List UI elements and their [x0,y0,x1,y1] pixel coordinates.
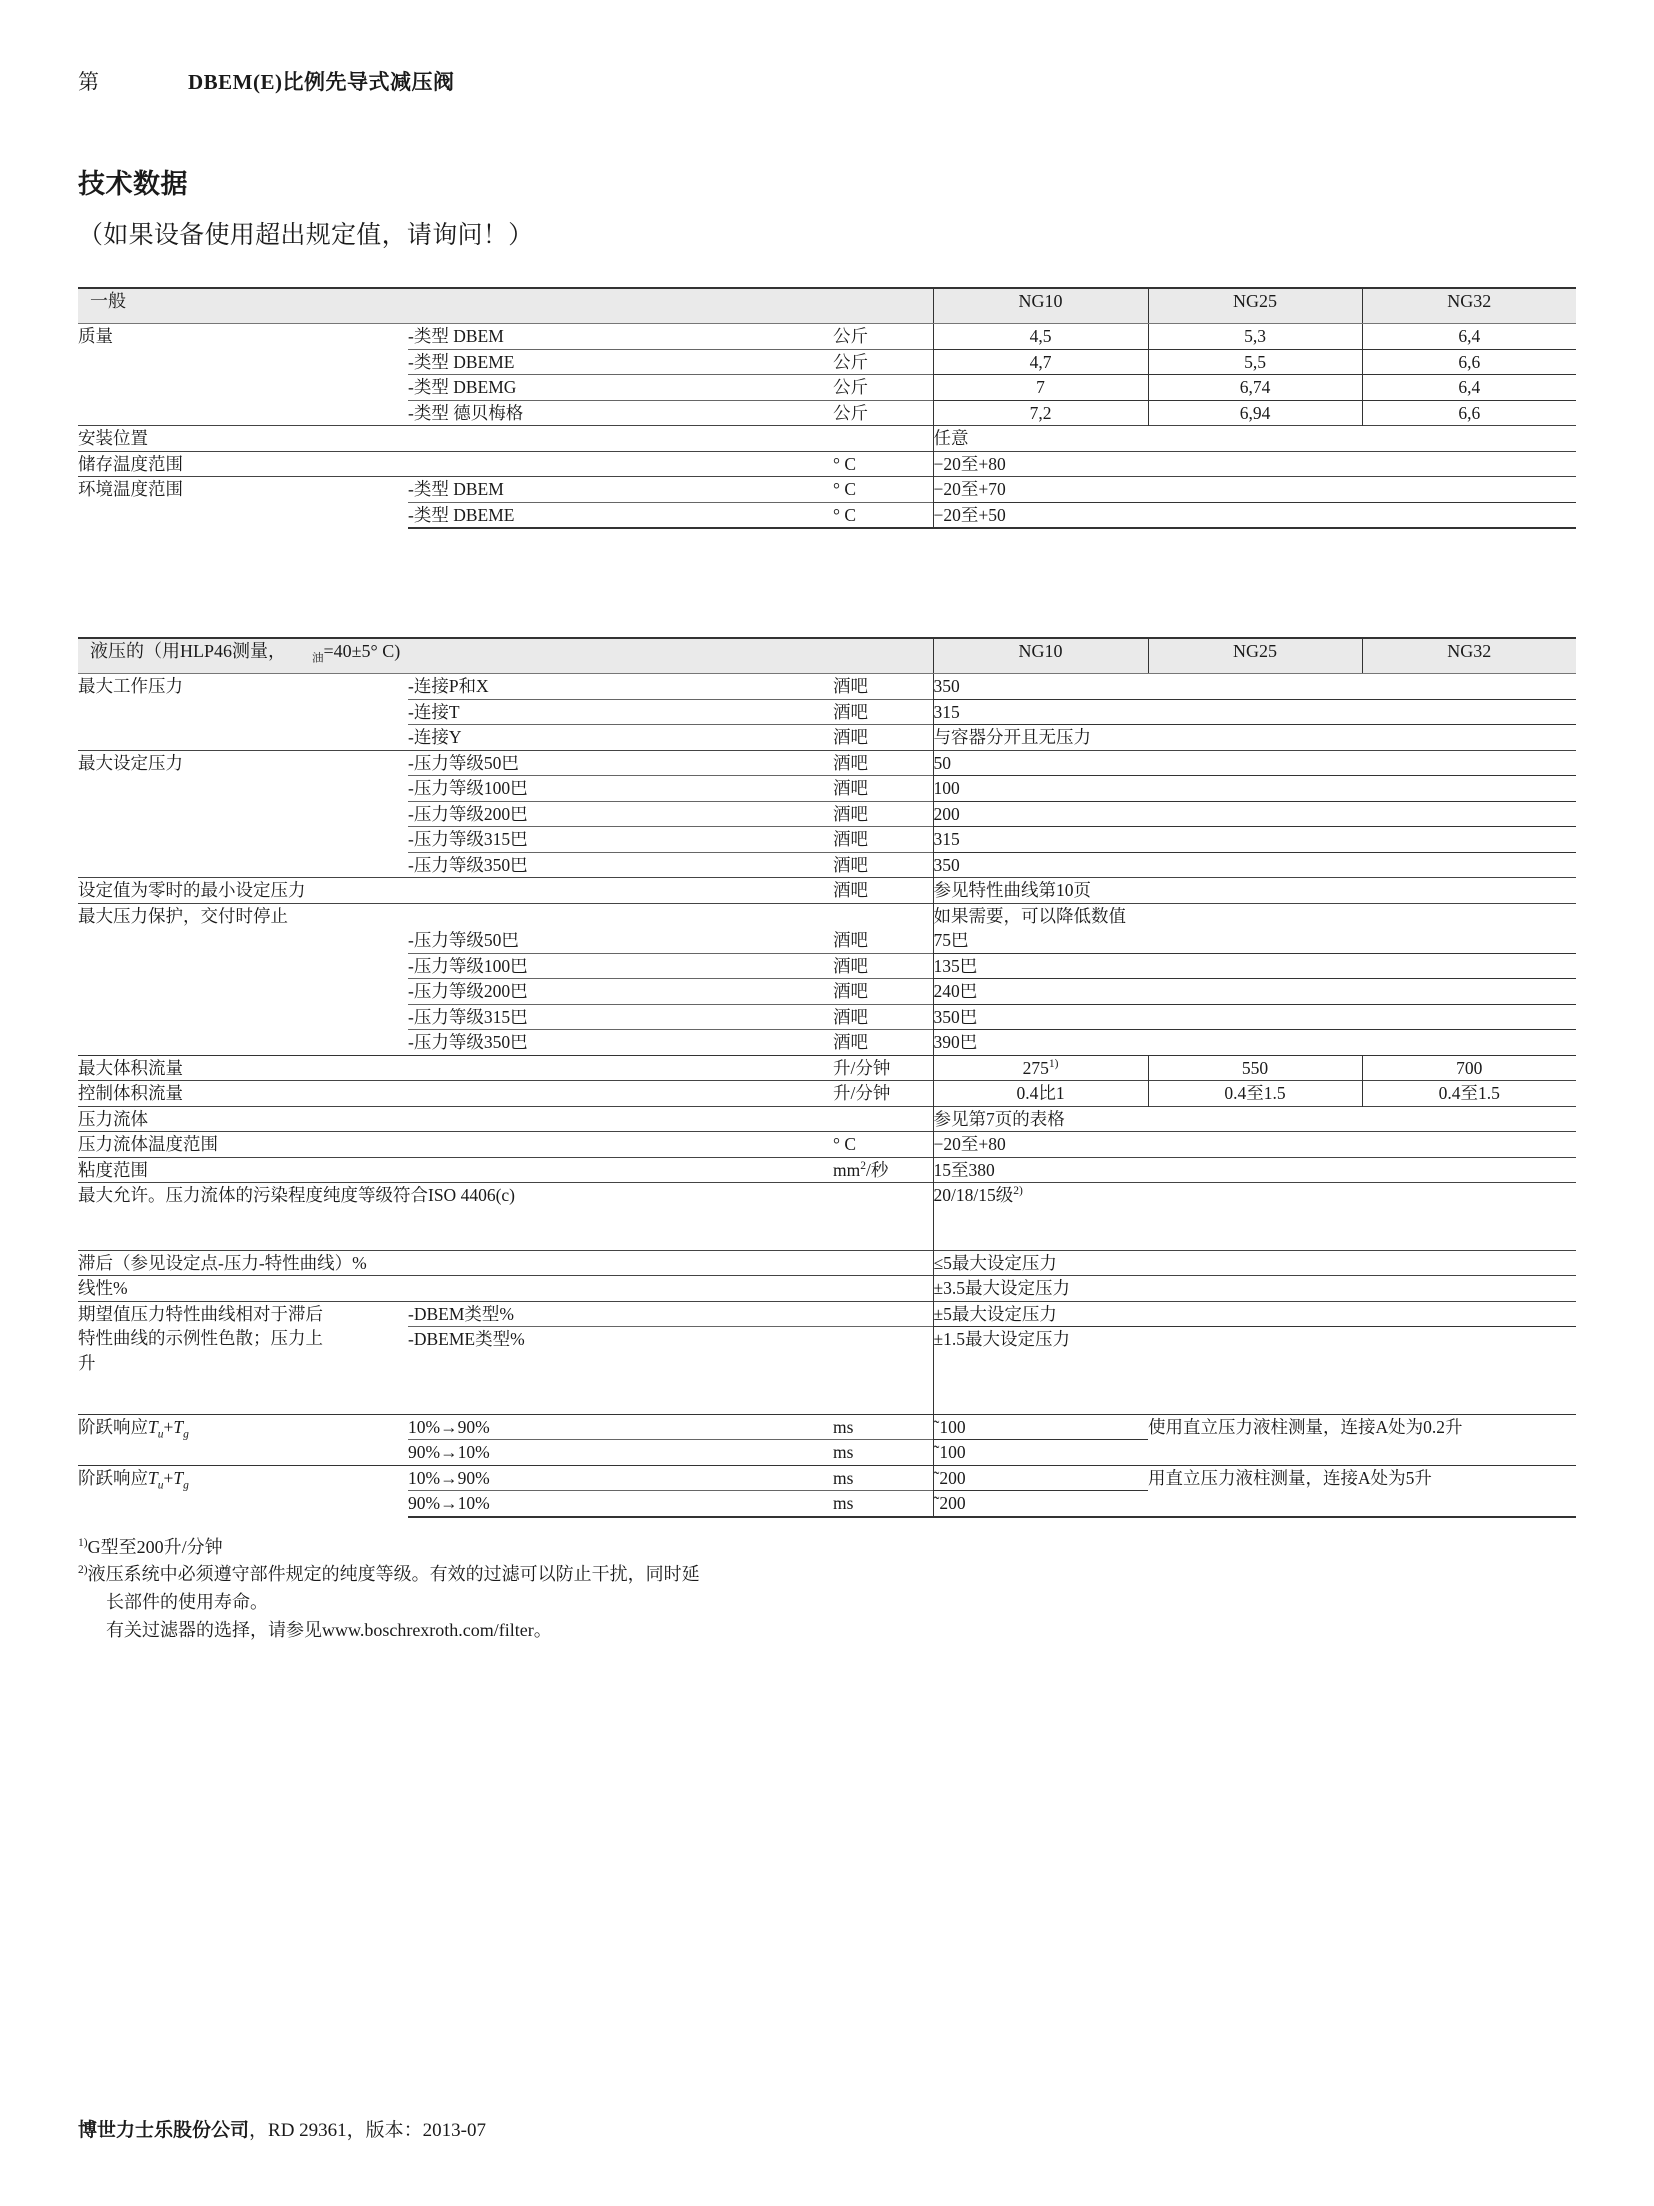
row-unit-sr2-down: ms [833,1491,933,1517]
cell-mass-dbem-ng32: 6,4 [1362,324,1576,350]
row-unit-mass-dbemeg: 公斤 [833,400,933,426]
cell-mass-dbemeg-ng32: 6,6 [1362,400,1576,426]
row-sub-prot-200: -压力等级200巴 [408,979,833,1005]
cell-prot-100-value: 135巴 [933,953,1576,979]
table-row [78,1157,1576,1183]
cell-mass-dbemg-ng10: 7 [933,375,1148,401]
step-response-1-tu-sub: u [157,1428,164,1440]
row-unit-conn-px: 酒吧 [833,676,868,696]
table-row [78,1081,1576,1107]
row-unit-viscosity-range [833,1157,933,1183]
row-sub-dispersion-dbem: -DBEM类型% [408,1301,833,1327]
row-unit-storage-temp: ° C [833,451,933,477]
row-unit-prot-315: 酒吧 [833,1004,933,1030]
cell-max-volume-flow-ng32: 700 [1362,1055,1576,1081]
cell-conn-y-value: 与容器分开且无压力 [933,725,1576,751]
cell-sr1-note: 使用直立压力液柱测量，连接A处为0.2升 [1148,1414,1576,1440]
cell-set-315-value: 315 [933,827,1576,853]
cell-mass-dbem-ng10: 4,5 [933,324,1148,350]
cell-viscosity-range-value: 15至380 [933,1157,1576,1183]
cell-set-200-value: 200 [933,801,1576,827]
viscosity-unit-exponent: 2 [860,1159,866,1172]
cell-mass-dbemeg-ng10: 7,2 [933,400,1148,426]
row-unit-mass-dbem: 公斤 [833,326,868,346]
step-response-1-plus: + [163,1416,174,1437]
cell-pressure-fluid-value: 参见第7页的表格 [933,1106,1576,1132]
row-unit-dispersion-dbem [833,1301,933,1327]
row-unit-control-volume-flow: 升/分钟 [833,1081,933,1107]
row-label-install-position: 安装位置 [78,426,408,452]
cell-mass-dbemg-ng25: 6,74 [1148,375,1362,401]
row-unit-linearity [833,1276,933,1302]
table-row [78,1250,1576,1276]
column-header-ng10: NG10 [933,288,1148,324]
cell-max-volume-flow-ng25: 550 [1148,1055,1362,1081]
row-unit-sr1-down: ms [833,1440,933,1466]
footnote-2-marker: 2) [78,1564,88,1577]
row-unit-ambient-dbem: ° C [833,477,933,503]
cell-storage-temp-value: −20至+80 [933,451,1576,477]
row-unit-sr1-up: ms [833,1414,933,1440]
hydraulic-table-wrapper [78,637,1576,1518]
footnote-2-line2: 长部件的使用寿命。 [106,1592,268,1613]
row-sub-storage-temp [408,451,833,477]
row-unit-set-100: 酒吧 [833,776,933,802]
row-label-fluid-temp-range: 压力流体温度范围 [78,1132,833,1158]
cell-dispersion-dbem-value: ±5最大设定压力 [933,1301,1576,1327]
row-unit-prot-350: 酒吧 [833,1030,933,1056]
contamination-value-text: 20/18/15级 [933,1185,1014,1205]
footnote-marker-1: 1) [1048,1057,1059,1070]
cell-ambient-dbeme-value: −20至+50 [933,502,1576,528]
row-sub-set-315: -压力等级315巴 [408,827,833,853]
cell-mass-dbem-ng25: 5,3 [1148,324,1362,350]
table-row [78,903,1576,928]
cell-hysteresis-value: ≤5最大设定压力 [933,1250,1576,1276]
cell-set-50-value: 50 [933,750,1576,776]
cell-prot-50-value: 75巴 [933,928,1576,953]
footnote-1-text: G型至200升/分钟 [87,1536,223,1557]
cell-fluid-temp-range-value: −20至+80 [933,1132,1576,1158]
row-sub-mass-dbem: -类型 DBEM [408,326,504,346]
footnotes-block [78,1534,1576,1646]
step-response-2-label: 阶跃响应 [78,1467,148,1488]
row-sub-set-350: -压力等级350巴 [408,852,833,878]
general-header-title: 一般 [78,288,933,324]
footer-rest: ，RD 29361，版本：2013-07 [249,2120,486,2141]
row-sub-sr2-up: 10%→90% [408,1465,833,1491]
page-word: 第 [78,70,100,94]
row-label-dispersion [78,1301,408,1414]
row-sub-prot-315: -压力等级315巴 [408,1004,833,1030]
cell-set-350-value: 350 [933,852,1576,878]
step-response-2-tu-sub: u [157,1479,164,1491]
row-label-max-pressure-protection: 最大压力保护，交付时停止 [78,903,408,1055]
table-row [78,750,1576,776]
row-label-step-response-1 [78,1414,408,1465]
row-unit-conn-t: 酒吧 [833,699,933,725]
cell-max-volume-flow-ng10-value: 275 [1022,1057,1049,1078]
row-unit-set-315: 酒吧 [833,827,933,853]
section-title: 技术数据 [78,169,188,199]
row-unit-dispersion-dbeme [833,1327,933,1415]
column-header-ng25: NG25 [1148,288,1362,324]
table-row [78,1132,1576,1158]
row-unit-set-350: 酒吧 [833,852,933,878]
cell-prot-350-value: 390巴 [933,1030,1576,1056]
row-sub-set-50: -压力等级50巴 [408,750,833,776]
table-row [78,674,1576,700]
cell-control-volume-flow-ng25: 0.4至1.5 [1148,1081,1362,1107]
table-row [78,1276,1576,1302]
row-sub-conn-t: -连接T [408,699,833,725]
row-unit-conn-y: 酒吧 [833,725,933,751]
row-sub-mass-dbemg: -类型 DBEMG [408,375,833,401]
cell-protection-head-value: 如果需要，可以降低数值 [933,903,1576,928]
dispersion-label-line3: 升 [78,1352,96,1373]
row-sub-conn-y: -连接Y [408,725,833,751]
row-label-control-volume-flow: 控制体积流量 [78,1081,833,1107]
footer-brand: 博世力士乐股份公司 [78,2120,250,2141]
row-sub-protection-head [408,903,833,928]
cell-mass-dbeme-ng10: 4,7 [933,349,1148,375]
footnote-1-marker: 1) [78,1536,88,1549]
row-sub-set-200: -压力等级200巴 [408,801,833,827]
viscosity-unit-mm: mm [833,1159,861,1180]
table-row [78,1055,1576,1081]
document-footer [78,2115,486,2142]
table-row [78,451,1576,477]
hydraulic-table-header-row [78,638,1576,674]
cell-control-volume-flow-ng32: 0.4至1.5 [1362,1081,1576,1107]
cell-sr2-up-value: ˜200 [933,1465,1148,1491]
footnote-2 [78,1561,1576,1589]
cell-sr2-down-value: ˜200 [933,1491,1148,1517]
header-title: DBEM(E)比例先导式减压阀 [188,70,455,94]
row-label-hysteresis: 滞后（参见设定点-压力-特性曲线）% [78,1250,833,1276]
row-unit-mass-dbeme: 公斤 [833,349,933,375]
cell-mass-dbemeg-ng25: 6,94 [1148,400,1362,426]
cell-max-volume-flow-ng10 [933,1055,1148,1081]
footnote-2-line3: 有关过滤器的选择，请参见www.boschrexroth.com/filter。 [106,1620,552,1641]
footnote-marker-2: 2) [1013,1185,1023,1198]
step-response-1-tg-sub: g [183,1428,189,1440]
row-sub-sr1-up: 10%→90% [408,1414,833,1440]
step-response-1-label: 阶跃响应 [78,1416,148,1437]
cell-min-set-pressure-value: 参见特性曲线第10页 [933,878,1576,904]
cell-conn-px-value: 350 [933,674,1576,700]
cell-mass-dbeme-ng32: 6,6 [1362,349,1576,375]
cell-contamination-value [933,1183,1576,1251]
cell-mass-dbemg-ng32: 6,4 [1362,375,1576,401]
row-label-max-working-pressure: 最大工作压力 [78,676,183,696]
cell-ambient-dbem-value: −20至+70 [933,477,1576,503]
row-sub-conn-px: -连接P和X [408,676,489,696]
cell-sr1-up-value: ˜100 [933,1414,1148,1440]
row-unit-install-position [833,426,933,452]
row-sub-sr2-down: 90%→10% [408,1491,833,1517]
table-row [78,1106,1576,1132]
general-specifications-table [78,287,1576,529]
row-label-linearity: 线性% [78,1276,833,1302]
row-sub-prot-350: -压力等级350巴 [408,1030,833,1056]
row-unit-pressure-fluid [833,1106,933,1132]
table-row [78,426,1576,452]
table-row [78,1414,1576,1440]
table-row [78,1301,1576,1327]
cell-conn-t-value: 315 [933,699,1576,725]
cell-sr2-note: 用直立压力液柱测量，连接A处为5升 [1148,1465,1576,1491]
hydraulic-header-title-a: 液压的（用HLP46测量， [90,641,287,661]
step-response-2-plus: + [163,1467,174,1488]
cell-linearity-value: ±3.5最大设定压力 [933,1276,1576,1302]
running-header [78,0,1576,96]
row-unit-set-200: 酒吧 [833,801,933,827]
row-unit-set-50: 酒吧 [833,750,933,776]
row-sub-ambient-dbeme: -类型 DBEME [408,502,833,528]
row-label-max-set-pressure: 最大设定压力 [78,750,408,878]
step-response-1-tg: T [173,1416,184,1437]
row-unit-sr2-up: ms [833,1465,933,1491]
hydraulic-header-subscript: 油 [312,652,324,665]
row-unit-hysteresis [833,1250,933,1276]
row-label-ambient-temp: 环境温度范围 [78,477,408,529]
row-sub-mass-dbeme: -类型 DBEME [408,349,833,375]
viscosity-unit-per-second: /秒 [865,1159,889,1180]
hydraulic-specifications-table [78,637,1576,1518]
row-unit-fluid-temp-range: ° C [833,1132,933,1158]
step-response-2-tg-sub: g [183,1479,189,1491]
row-label-viscosity-range: 粘度范围 [78,1157,833,1183]
cell-dispersion-dbeme-value: ±1.5最大设定压力 [933,1327,1576,1415]
hydraulic-header-title-b: =40±5° C) [323,641,401,661]
general-table-wrapper [78,287,1576,529]
row-unit-protection-head [833,903,933,928]
row-sub-install-position [408,426,833,452]
step-response-2-tg: T [173,1467,184,1488]
row-unit-ambient-dbeme: ° C [833,502,933,528]
cell-sr2-note-empty [1148,1491,1576,1517]
row-unit-min-set-pressure: 酒吧 [833,878,933,904]
step-response-1-tu: T [148,1416,158,1437]
table-row [78,324,1576,350]
dispersion-label-line1: 期望值压力特性曲线相对于滞后 [78,1303,323,1324]
column-header-ng25: NG25 [1148,638,1362,674]
general-table-header-row [78,288,1576,324]
row-sub-sr1-down: 90%→10% [408,1440,833,1466]
column-header-ng32: NG32 [1362,638,1576,674]
row-unit-mass-dbemg: 公斤 [833,375,933,401]
row-unit-prot-200: 酒吧 [833,979,933,1005]
cell-set-100-value: 100 [933,776,1576,802]
table-row [78,1183,1576,1251]
row-unit-prot-100: 酒吧 [833,953,933,979]
row-label-mass: 质量 [78,326,113,346]
row-unit-contamination [833,1183,933,1251]
row-label-pressure-fluid: 压力流体 [78,1106,833,1132]
table-row [78,878,1576,904]
section-note: （如果设备使用超出规定值，请询问！） [78,222,534,249]
row-sub-prot-100: -压力等级100巴 [408,953,833,979]
cell-install-position-value: 任意 [933,426,1576,452]
row-label-min-set-pressure: 设定值为零时的最小设定压力 [78,878,833,904]
row-label-step-response-2 [78,1465,408,1517]
footnote-2-text: 液压系统中必须遵守部件规定的纯度等级。有效的过滤可以防止干扰，同时延 [87,1564,700,1585]
cell-sr1-note-empty [1148,1440,1576,1466]
table-row [78,1465,1576,1491]
row-label-contamination: 最大允许。压力流体的污染程度纯度等级符合ISO 4406(c) [78,1183,833,1251]
table-row [78,477,1576,503]
cell-control-volume-flow-ng10: 0.4比1 [933,1081,1148,1107]
row-sub-prot-50: -压力等级50巴 [408,930,519,950]
row-label-max-volume-flow: 最大体积流量 [78,1055,833,1081]
column-header-ng10: NG10 [933,638,1148,674]
row-unit-prot-50: 酒吧 [833,930,868,950]
row-sub-mass-dbemeg: -类型 德贝梅格 [408,400,833,426]
row-sub-ambient-dbem: -类型 DBEM [408,477,833,503]
row-sub-set-100: -压力等级100巴 [408,776,833,802]
cell-sr1-down-value: ˜100 [933,1440,1148,1466]
row-unit-max-volume-flow: 升/分钟 [833,1055,933,1081]
row-label-storage-temp: 储存温度范围 [78,451,408,477]
cell-prot-315-value: 350巴 [933,1004,1576,1030]
hydraulic-header-title [78,638,933,674]
cell-prot-200-value: 240巴 [933,979,1576,1005]
cell-mass-dbeme-ng25: 5,5 [1148,349,1362,375]
footnote-1 [78,1534,1576,1562]
dispersion-label-line2: 特性曲线的示例性色散；压力上 [78,1328,323,1348]
row-sub-dispersion-dbeme: -DBEME类型% [408,1327,833,1415]
column-header-ng32: NG32 [1362,288,1576,324]
step-response-2-tu: T [148,1467,158,1488]
